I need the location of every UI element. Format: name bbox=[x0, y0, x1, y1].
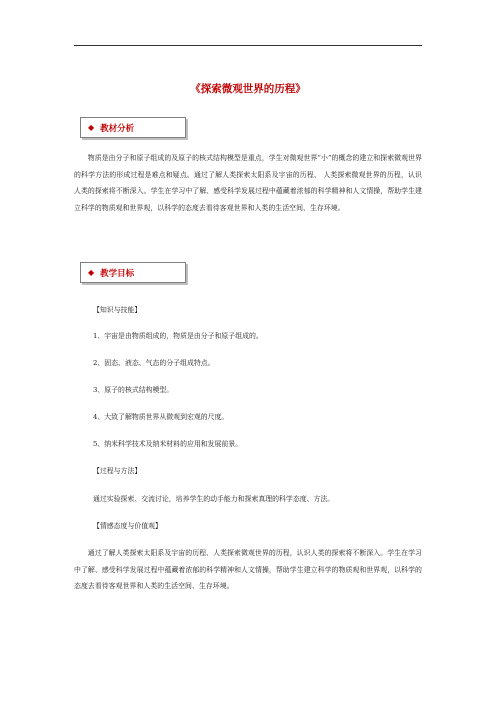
knowledge-item: 4、大致了解物质世界从微观到宏观的尺度。 bbox=[93, 413, 229, 421]
knowledge-item: 1、宇宙是由物质组成的，物质是由分子和原子组成的。 bbox=[93, 332, 263, 340]
emotion-heading: 【情感态度与价值观】 bbox=[93, 522, 162, 530]
process-heading: 【过程与方法】 bbox=[93, 467, 142, 475]
knowledge-heading: 【知识与技能】 bbox=[93, 306, 142, 314]
section-header-goals bbox=[80, 262, 186, 283]
document-title: 《探索微观世界的历程》 bbox=[190, 83, 306, 95]
header-rule bbox=[74, 45, 422, 46]
section-header-label: 教材分析 bbox=[100, 123, 135, 134]
knowledge-item: 5、纳米科学技术及纳米材料的应用和发展前景。 bbox=[93, 440, 243, 448]
emotion-paragraph: 通过了解人类探索太阳系及宇宙的历程、人类探索微观世界的历程，认识人类的探索将不断深入。学生在学习中了解、感受科学发展过程中蕴藏着浓郁的科学精神和人文情操，帮助学生建立科学的物质观和世界观，以科学的态度去看待客观世界和人类的生活空间、生存环境。 bbox=[74, 549, 422, 590]
diamond-bullet-icon: ◆ bbox=[88, 123, 95, 132]
analysis-paragraph: 物质是由分子和原子组成的及原子的核式结构模型是重点，学生对微观世界“小”的概念的建立和探索微观世界的科学方法的形成过程是难点和疑点。通过了解人类探索太阳系及宇宙的历程、 人类探索微观世界的历程，认识人类的探索将不断深入。学生在学习中了解、感受科学发展过程中蕴藏着浓郁的科学精神和人文情操，帮助学生建立科学的物质观和世界观，以科学的态度去看待客观世界和人类的生活空间、生存环境。 bbox=[74, 154, 422, 212]
knowledge-item: 3、原子的核式结构模型。 bbox=[93, 386, 174, 394]
process-text: 通过实验探索、交流讨论，培养学生的动手能力和探索真理的科学态度、方法。 bbox=[93, 495, 335, 503]
knowledge-item: 2、固态、液态、气态的分子组成特点。 bbox=[93, 359, 215, 367]
diamond-bullet-icon: ◆ bbox=[88, 268, 95, 277]
section-header-analysis bbox=[80, 117, 186, 138]
section-header-label: 教学目标 bbox=[100, 268, 135, 279]
